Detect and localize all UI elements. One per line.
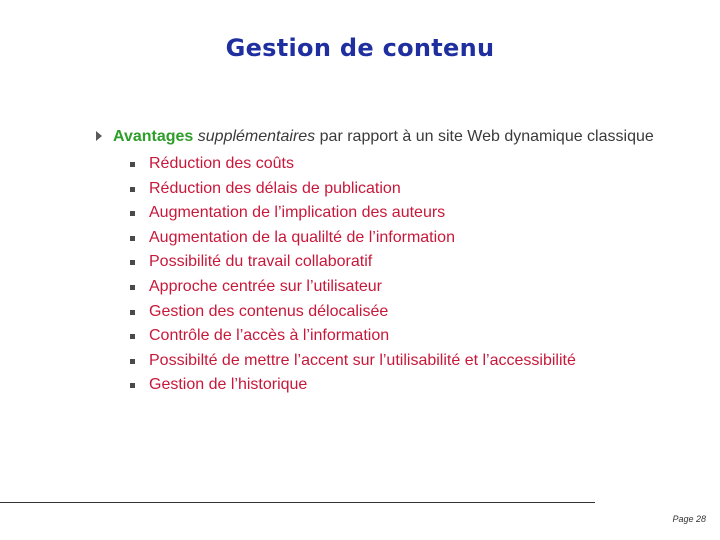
square-bullet-icon [130, 334, 135, 339]
list-item [96, 250, 656, 275]
list-item [96, 349, 656, 374]
list-item [96, 300, 656, 325]
lead-italic: supplémentaires [197, 128, 316, 145]
square-bullet-icon [130, 285, 135, 290]
list-item [96, 226, 656, 251]
square-bullet-icon [130, 211, 135, 216]
list-item-text: Contrôle de l’accès à l’information [149, 327, 390, 345]
list-item-text: Réduction des délais de publication [149, 179, 401, 197]
lead-rest: par rapport à un site Web dynamique classique [319, 128, 654, 145]
square-bullet-icon [130, 383, 135, 388]
list-item [96, 275, 656, 300]
list-item-text: Réduction des coûts [149, 155, 294, 172]
square-bullet-icon [130, 310, 135, 315]
list-item-text: Gestion de l’historique [149, 376, 308, 394]
list-item [96, 201, 656, 226]
lead-paragraph [96, 126, 656, 147]
list-item [96, 152, 656, 177]
list-item-text: Augmentation de la qualilté de l’information [149, 228, 455, 246]
bullet-list [96, 152, 656, 398]
footer-divider [0, 502, 595, 503]
lead-highlight: Avantages [113, 128, 194, 145]
list-item-text: Possibilité du travail collaboratif [149, 253, 373, 271]
page-number: Page 28 [672, 514, 706, 524]
list-item [96, 177, 656, 202]
square-bullet-icon [130, 187, 135, 192]
list-item [96, 373, 656, 398]
list-item [96, 324, 656, 349]
square-bullet-icon [130, 359, 135, 364]
slide-content [96, 126, 656, 398]
list-item-text: Gestion des contenus délocalisée [149, 302, 389, 320]
square-bullet-icon [130, 236, 135, 241]
list-item-text: Augmentation de l’implication des auteurs [149, 204, 446, 222]
list-item-text: Approche centrée sur l’utilisateur [149, 277, 383, 295]
square-bullet-icon [130, 162, 135, 167]
list-item-text: Possibilté de mettre l’accent sur l’utilisabilité et l’accessibilité [149, 351, 576, 369]
slide-title: Gestion de contenu [225, 34, 495, 62]
square-bullet-icon [130, 260, 135, 265]
triangle-right-icon [96, 131, 102, 141]
